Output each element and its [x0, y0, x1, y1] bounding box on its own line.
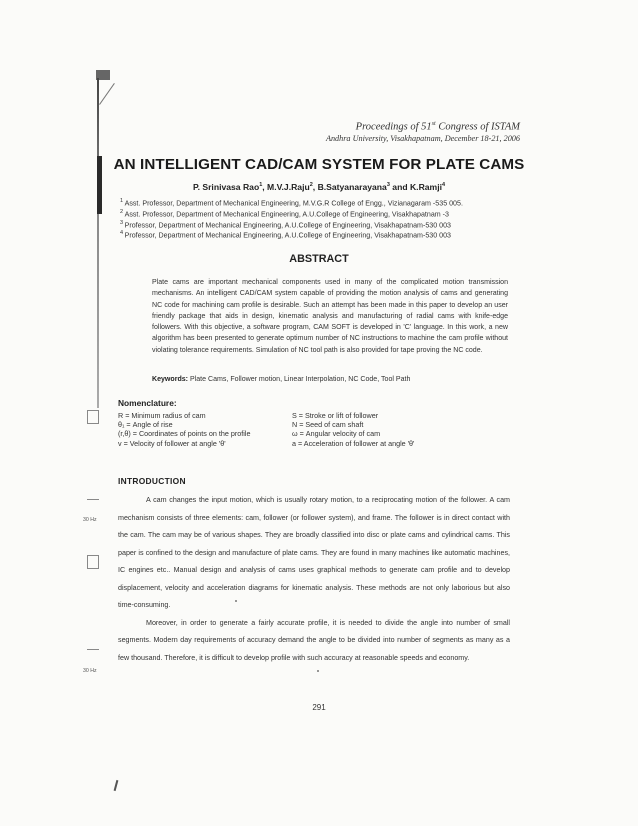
- paragraph: A cam changes the input motion, which is usually rotary motion, to a reciprocating motion of the follower. A cam mechanism consists of three elements: cam, follower (or follower system), and frame. The follower is in direct contact with the cam. The cam may be of various shapes. They are broadly classified into disc or plate cams and cylindrical cams. This paper is confined to the design and manufacture of plate cams. They are found in many machines like automatic machines, IC engines etc.. Manual design and analysis of cams uses graphical methods to generate cam profile and to develop displacement, velocity and acceleration diagrams for kinematic analysis. These methods are not only laborious but also time-consuming.: [118, 496, 510, 609]
- affiliation-line: $^4$ Professor, Department of Mechanical Engineering, A.U.College of Engineering, Visakhapatnam-530 003: [120, 230, 451, 240]
- abstract-heading: ABSTRACT: [289, 253, 349, 265]
- author-sup: 3: [386, 182, 390, 189]
- affiliation-line: $^3$ Professor, Department of Mechanical Engineering, A.U.College of Engineering, Visakhapatnam-530 003: [120, 219, 451, 229]
- introduction-heading: INTRODUCTION: [118, 476, 186, 486]
- nomenclature-item: v = Velocity of follower at angle 'θ': [118, 438, 226, 448]
- margin-tick: [87, 649, 99, 650]
- keywords-label: Keywords:: [152, 376, 189, 383]
- nomenclature-item: a = Acceleration of follower at angle 'θ': [292, 438, 415, 448]
- keywords: [152, 376, 512, 383]
- nomenclature-right: [292, 411, 414, 448]
- margin-label: 30 Hz: [83, 517, 97, 523]
- abstract-text: Plate cams are important mechanical components used in many of the complicated motion transmission mechanisms. An intelligent CAD/CAM system capable of providing the motion analysis of cams and generating NC code for machining cam profile is desirable. Such an attempt has been made in this paper to develop an user friendly package that aids in design, kinematic analysis and manufacturing of radial cams with knife-edge followers. With this objective, a software program, CAM SOFT is developed in 'C' language. In this work, a new algorithm has been presented to generate optimum number of NC instructions to machine the cam profile without violating tolerance requirements. Simulation of NC tool path is also provided for tape proving the NC code.: [152, 279, 508, 354]
- author-sup: 2: [309, 182, 313, 189]
- author-name: B.Satyanarayana: [317, 182, 387, 192]
- nomenclature-left: [118, 411, 250, 448]
- nomenclature-item: (r,θ) = Coordinates of points on the profile: [118, 429, 251, 439]
- margin-box-mark: [87, 555, 99, 569]
- proceedings-line1: Proceedings of 51st Congress of ISTAM: [355, 121, 520, 133]
- affiliation-line: $^2$ Asst. Professor, Department of Mechanical Engineering, A.U.College of Engineering, Visakhapatnam -3: [120, 208, 449, 219]
- margin-box-mark: [87, 410, 99, 424]
- author-sep: ,: [262, 182, 268, 192]
- author-sep: ,: [312, 182, 318, 192]
- proceedings-header: [326, 121, 520, 143]
- author-name: K.Ramji: [409, 182, 442, 192]
- nomenclature-item: ω = Angular velocity of cam: [292, 429, 381, 439]
- author-name: M.V.J.Raju: [267, 182, 310, 192]
- page-number: 291: [312, 703, 326, 712]
- author-sup: 1: [259, 182, 263, 189]
- nomenclature-item: N = Seed of cam shaft: [292, 420, 364, 430]
- author-sup: 4: [441, 182, 446, 189]
- nomenclature-item: S = Stroke or lift of follower: [292, 411, 379, 420]
- author-sep: and: [389, 182, 410, 192]
- speck: [317, 670, 319, 672]
- introduction-body: [118, 492, 510, 667]
- affiliations: [120, 197, 463, 240]
- author-name: P. Srinivasa Rao: [192, 182, 260, 192]
- pen-mark: [114, 780, 119, 791]
- nomenclature-heading: Nomenclature:: [118, 398, 177, 408]
- keywords-text: Plate Cams, Follower motion, Linear Interpolation, NC Code, Tool Path: [190, 376, 411, 383]
- author-list: [0, 182, 638, 192]
- margin-label: 30 Hz: [83, 668, 97, 674]
- paper-title: AN INTELLIGENT CAD/CAM SYSTEM FOR PLATE CAMS: [113, 156, 525, 173]
- margin-tick: [87, 499, 99, 500]
- affiliation-line: $^1$ Asst. Professor, Department of Mechanical Engineering, M.V.G.R College of Engg., Vizianagaram -535 005.: [120, 198, 463, 208]
- nomenclature-item: R = Minimum radius of cam: [118, 411, 206, 420]
- proceedings-line2: Andhra University, Visakhapatnam, December 18-21, 2006: [325, 133, 520, 143]
- binder-edge: [97, 78, 103, 408]
- nomenclature-item: θ₁ = Angle of rise: [118, 420, 173, 430]
- paragraph: Moreover, in order to generate a fairly accurate profile, it is needed to divide the angle into number of small segments. Modern day requirements of accuracy demand the angle to be divided into number of segments as many as a few thousand. Therefore, it is difficult to develop profile with such accuracy at reasonable speeds and economy.: [118, 618, 510, 662]
